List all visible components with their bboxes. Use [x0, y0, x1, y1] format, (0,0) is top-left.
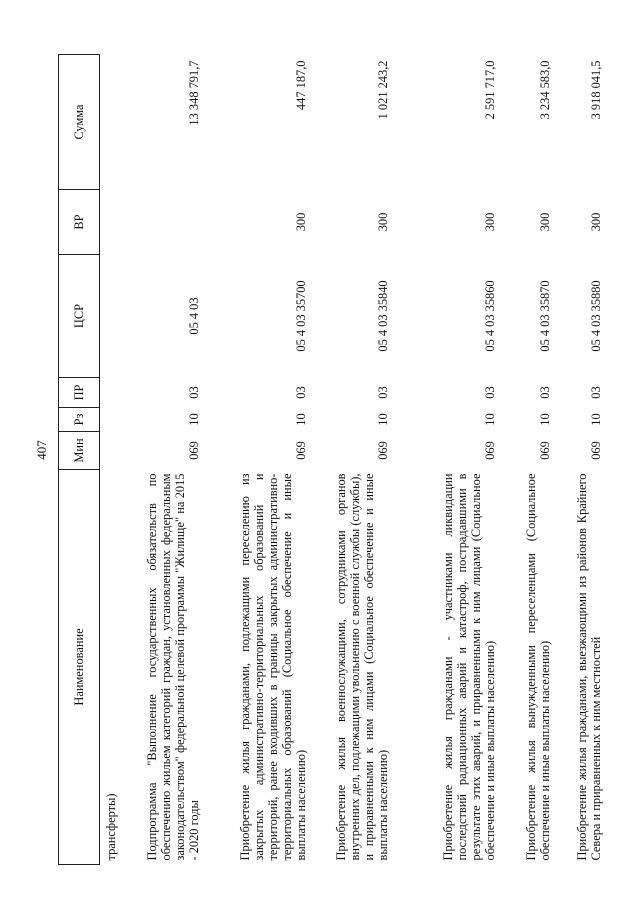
row-vr: 300 — [538, 212, 552, 232]
header-csr: ЦСР — [59, 255, 100, 378]
row-sum: 447 187,0 — [294, 60, 308, 111]
row-pr: 03 — [483, 386, 497, 399]
row-min — [100, 432, 130, 470]
row-min: 069 — [376, 441, 390, 460]
row-sum: 3 234 583,0 — [538, 60, 552, 120]
row-min: 069 — [538, 441, 552, 460]
row-vr: 300 — [589, 212, 603, 232]
row-sum: 1 021 243,2 — [376, 60, 390, 120]
row-pr: 03 — [187, 386, 201, 399]
table-row — [557, 55, 608, 865]
page-number — [32, 430, 52, 470]
row-vr: 300 — [483, 212, 497, 232]
header-sum: Сумма — [59, 55, 100, 190]
table-header-row — [59, 55, 100, 865]
row-rz: 10 — [294, 413, 308, 426]
row-csr: 05 4 03 35840 — [376, 280, 390, 352]
row-name: Приобретение жилья гражданами, выезжающими из районов Крайнего Севера и приравненных к ним местностей — [575, 473, 603, 861]
table-row — [395, 55, 502, 865]
row-rz: 10 — [483, 413, 497, 426]
table-row — [100, 55, 130, 865]
row-name: Подпрограмма "Выполнение государственных обязательств по обеспечению жильем категорий граждан, установленных федеральным законодательством" федеральной целевой программы "Жилище" на 2015 - 2020 годы — [145, 473, 201, 861]
row-rz: 10 — [376, 413, 390, 426]
table-row — [502, 55, 557, 865]
row-rz: 10 — [187, 413, 201, 426]
header-pr: ПР — [59, 378, 100, 408]
table-row — [129, 55, 206, 865]
row-sum: 3 918 041,5 — [589, 60, 603, 120]
row-csr: 05 4 03 35860 — [483, 280, 497, 352]
row-sum: 13 348 791,7 — [187, 60, 201, 126]
table-row — [313, 55, 395, 865]
row-rz: 10 — [589, 413, 603, 426]
row-vr: 300 — [294, 212, 308, 232]
row-vr — [100, 190, 130, 255]
page-number-text: 407 — [34, 440, 49, 460]
row-pr: 03 — [376, 386, 390, 399]
row-csr: 05 4 03 — [187, 297, 201, 335]
row-rz — [100, 408, 130, 432]
budget-table — [58, 54, 608, 865]
row-csr: 05 4 03 35700 — [294, 280, 308, 352]
row-min: 069 — [294, 441, 308, 460]
row-pr: 03 — [294, 386, 308, 399]
rotated-content — [58, 55, 603, 865]
header-name: Наименование — [59, 470, 100, 865]
row-pr: 03 — [589, 386, 603, 399]
row-rz: 10 — [538, 413, 552, 426]
row-name: трансферты) — [104, 793, 118, 861]
row-pr: 03 — [538, 386, 552, 399]
row-min: 069 — [187, 441, 201, 460]
row-vr — [129, 190, 206, 255]
header-min: Мин — [59, 432, 100, 470]
rotated-page — [58, 55, 603, 865]
row-min: 069 — [589, 441, 603, 460]
row-min: 069 — [483, 441, 497, 460]
row-sum: 2 591 717,0 — [483, 60, 497, 120]
row-pr — [100, 378, 130, 408]
row-name: Приобретение жилья военнослужащими, сотрудниками органов внутренних дел, подлежащими увольнению с военной службы (службы), и приравненными к ним лицами (Социальное обеспечение и иные выплаты населению) — [334, 473, 390, 861]
row-vr: 300 — [376, 212, 390, 232]
row-name: Приобретение жилья гражданами, подлежащими переселению из закрытых административно-территориальных образований и территорий, ранее входивших в границы закрытых административно-территориальных образований (Социальное обеспечение и иные выплаты населению) — [238, 473, 308, 861]
row-csr: 05 4 03 35880 — [589, 280, 603, 352]
row-csr — [100, 255, 130, 378]
row-sum — [100, 55, 130, 190]
row-name: Приобретение жилья гражданами - участниками ликвидации последствий радиационных аварий и катастроф, пострадавшими в результате этих аварий, и приравненными к ним лицами (Социальное обеспечение и иные выплаты населению) — [441, 473, 497, 861]
row-name: Приобретение жилья вынужденными переселенцами (Социальное обеспечение и иные выплаты населению) — [524, 473, 552, 861]
header-vr: ВР — [59, 190, 100, 255]
table-row — [206, 55, 313, 865]
header-rz: Рз — [59, 408, 100, 432]
row-csr: 05 4 03 35870 — [538, 280, 552, 352]
